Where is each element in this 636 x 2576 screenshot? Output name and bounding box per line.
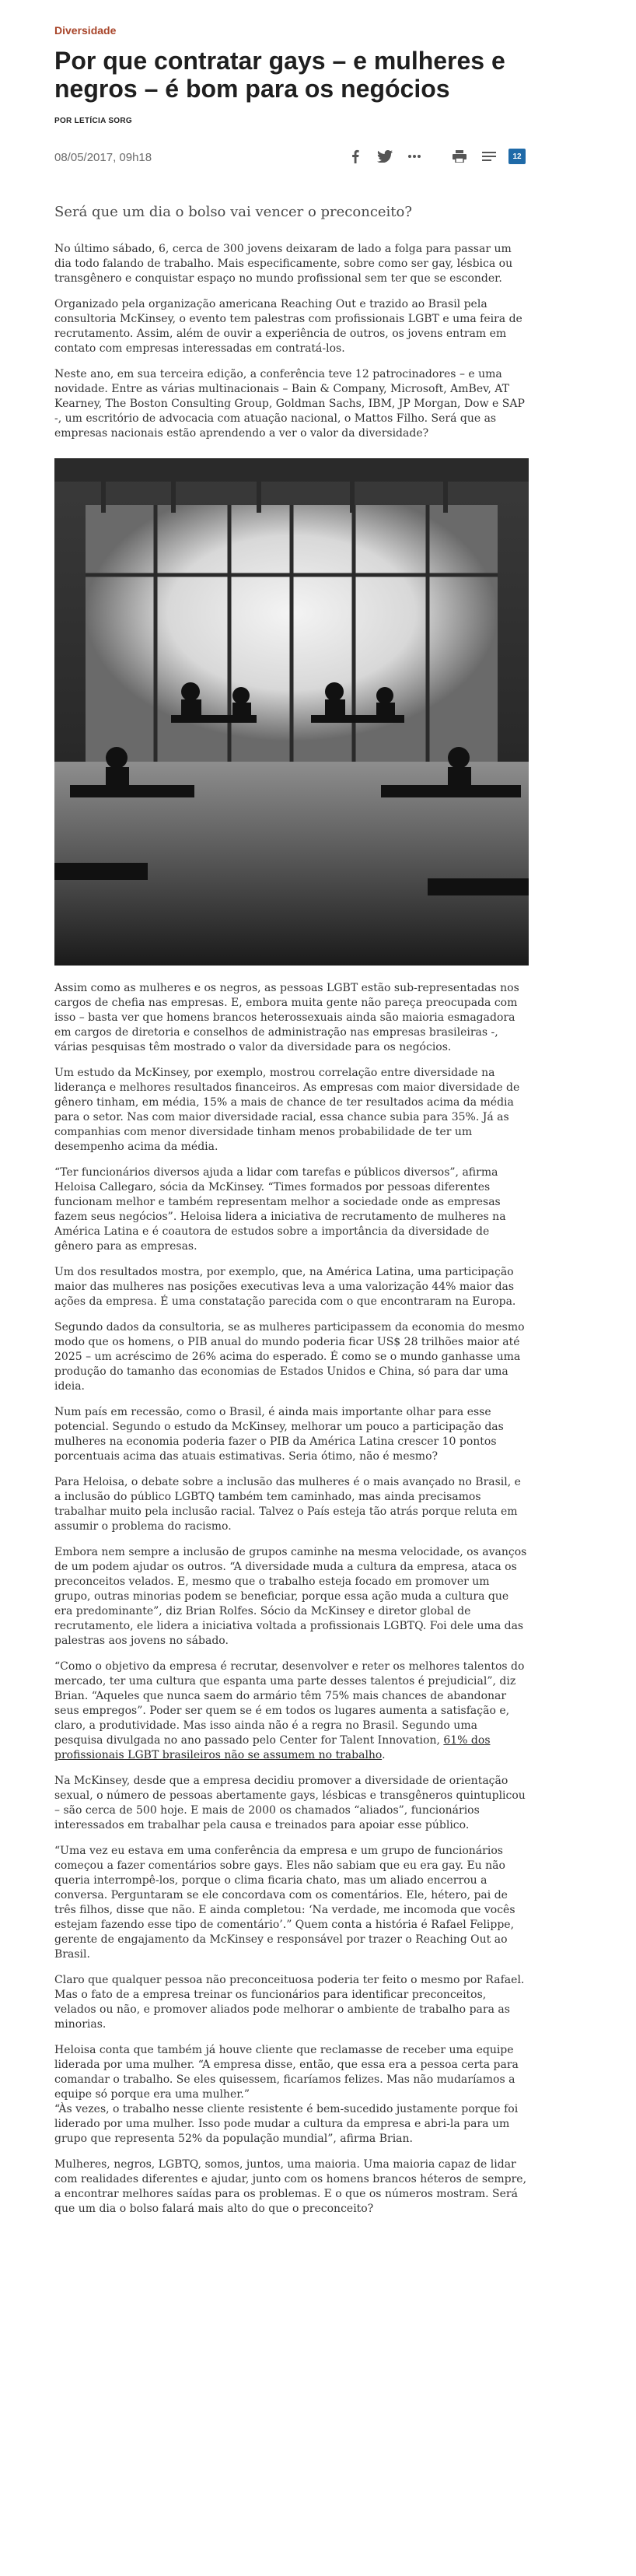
paragraph: Heloisa conta que também já houve cliente que reclamasse de receber uma equipe liderada por uma mulher. “A empresa disse, então, que essa era a pessoa certa para comandar o trabalho. Se eles quisessem, ficaríamos felizes. Mas não mudaríamos a equipe só porque era uma mulher.” “Às vezes, o trabalho nesse cliente resistente é bem-sucedido justamente porque foi liderado por uma mulher. Isso pode mudar a cultura da empresa e abri-la para um grupo que representa 52% da população mundial”, afirma Brian. [54, 2044, 519, 2145]
paragraph: Um dos resultados mostra, por exemplo, que, na América Latina, uma participação maior das mulheres nas posições executivas leva a uma valorização 44% maior das ações da empresa. É uma constatação parecida com o que encontraram na Europa. [54, 1266, 516, 1308]
paragraph: Um estudo da McKinsey, por exemplo, mostrou correlação entre diversidade na liderança e melhores resultados financeiros. As empresas com maior diversidade de gênero tinham, em média, 15% a mais de chance de ter resultados acima da média para o setor. Nas com maior diversidade racial, essa chance subia para 35%. Já as companhias com menor diversidade tinham menos probabilidade de ter um desempenho acima da média. [54, 1067, 520, 1153]
paragraph: “Ter funcionários diversos ajuda a lidar com tarefas e públicos diversos”, afirma Heloisa Callegaro, sócia da McKinsey. “Times formados por pessoas diferentes funcionam melhor e também representam melhor a sociedade onde as empresas fazem seus negócios”. Heloisa lidera a iniciativa de recrutamento de mulheres na América Latina e é coautora de estudos sobre a importância da diversidade de gênero para as empresas. [54, 1166, 506, 1253]
paragraph: Num país em recessão, como o Brasil, é ainda mais importante olhar para esse potencial. Segundo o estudo da McKinsey, melhorar um pouco a participação das mulheres na economia poderia fazer o PIB da América Latina crescer 10 pontos porcentuais acima das atuais estimativas. Seria ótimo, não é mesmo? [54, 1406, 504, 1463]
paragraph: Organizado pela organização americana Reaching Out e trazido ao Brasil pela consultoria McKinsey, o evento tem palestras com profissionais LGBT e uma feira de recrutamento. Assim, além de ouvir a experiência de outros, os jovens entram em contato com empresas interessadas em contratá-los. [54, 298, 522, 355]
paragraph: Assim como as mulheres e os negros, as pessoas LGBT estão sub-representadas nos cargos de chefia nas empresas. E, embora muita gente não pareça preocupada com isso – basta ver que homens brancos heterossexuais ainda são maioria esmagadora em cargos de diretoria e conselhos de administração nas empresas brasileiras -, várias pesquisas têm mostrado o valor da diversidade para os negócios. [54, 982, 519, 1053]
paragraph: Segundo dados da consultoria, se as mulheres participassem da economia do mesmo modo que os homens, o PIB anual do mundo poderia ficar US$ 28 trilhões maior até 2025 – um acréscimo de 26% acima do esperado. É como se o mundo ganhasse uma produção do tamanho das economias de Estados Unidos e China, só para dar uma ideia. [54, 1321, 525, 1393]
print-icon[interactable] [449, 146, 470, 166]
paragraph: Para Heloisa, o debate sobre a inclusão das mulheres é o mais avançado no Brasil, e a inclusão do público LGBTQ também tem caminhado, mas ainda precisamos trabalhar muito pela inclusão racial. Talvez o País esteja tão atrás porque reluta em assumir o problema do racismo. [54, 1476, 521, 1533]
article-title: Por que contratar gays – e mulheres e negros – é bom para os negócios [54, 47, 505, 103]
article-category[interactable]: Diversidade [54, 24, 117, 37]
comments-count-badge[interactable]: 12 [508, 149, 526, 164]
paragraph [54, 1660, 529, 1763]
ctl-survey-link[interactable]: 61% dos profissionais LGBT brasileiros não se assumem no trabalho [54, 1734, 491, 1761]
paragraph: Neste ano, em sua terceira edição, a conferência teve 12 patrocinadores – e uma novidade. Entre as várias multinacionais – Bain & Company, Microsoft, AmBev, AT Kearney, The Boston Consulting Group, Goldman Sachs, IBM, JP Morgan, Dow e SAP -, um escritório de advocacia com atuação nacional, o Mattos Filho. Será que as empresas nacionais estão aprendendo a ver o valor da diversidade? [54, 368, 525, 440]
font-size-icon[interactable] [479, 146, 499, 166]
twitter-icon[interactable] [375, 146, 395, 166]
article-body [54, 242, 529, 2227]
office-window-photo [54, 458, 529, 966]
article-lead: Será que um dia o bolso vai vencer o preconceito? [54, 204, 413, 220]
paragraph-text: “Como o objetivo da empresa é recrutar, desenvolver e reter os melhores talentos do mercado, ter uma cultura que espanta uma parte desses talentos é prejudicial”, diz Brian. “Aqueles que nunca saem do armário têm 75% mais chances de abandonar seus empregos”. Poder ser quem se é em todos os lugares aumenta a satisfação e, claro, a produtividade. Mas isso ainda não é a regra no Brasil. Segundo uma pesquisa divulgada no ano passado pelo Center for Talent Innovation, [54, 1660, 525, 1747]
paragraph: Na McKinsey, desde que a empresa decidiu promover a diversidade de orientação sexual, o número de pessoas abertamente gays, lésbicas e transgêneros quintuplicou – são cerca de 500 hoje. E mais de 2000 os chamados “aliados”, funcionários interessados em trabalhar pela causa e treinados para apoiar esse público. [54, 1775, 526, 1831]
article-byline[interactable]: POR LETÍCIA SORG [54, 117, 132, 125]
more-icon[interactable] [404, 146, 425, 166]
share-toolbar [345, 146, 526, 166]
paragraph: Embora nem sempre a inclusão de grupos caminhe na mesma velocidade, os avanços de um podem ajudar os outros. “A diversidade muda a cultura da empresa, ataca os preconceitos velados. E, mesmo que o trabalho esteja focado em promover um grupo, outras minorias podem se beneficiar, porque essa ação muda a cultura que era predominante”, diz Brian Rolfes. Sócio da McKinsey e diretor global de recrutamento, ele lidera a iniciativa voltada a profissionais LGBTQ. Foi dele uma das palestras aos jovens no sábado. [54, 1546, 527, 1647]
paragraph-text: . [382, 1749, 386, 1761]
article-date: 08/05/2017, 09h18 [54, 151, 152, 164]
paragraph: No último sábado, 6, cerca de 300 jovens deixaram de lado a folga para passar um dia todo falando de trabalho. Mais especificamente, sobre como ser gay, lésbica ou transgênero e conquistar espaço no mundo profissional sem ter que se esconder. [54, 243, 513, 285]
paragraph: Mulheres, negros, LGBTQ, somos, juntos, uma maioria. Uma maioria capaz de lidar com realidades diferentes e ajudar, junto com os homens brancos héteros de sempre, a encontrar melhores saídas para os problemas. E o que os números mostram. Será que um dia o bolso falará mais alto do que o preconceito? [54, 2158, 527, 2215]
paragraph: Claro que qualquer pessoa não preconceituosa poderia ter feito o mesmo por Rafael. Mas o fato de a empresa treinar os funcionários para identificar preconceitos, velados ou não, e promover aliados pode melhorar o ambiente de trabalho para as minorias. [54, 1974, 525, 2031]
paragraph: “Uma vez eu estava em uma conferência da empresa e um grupo de funcionários começou a fazer comentários sobre gays. Eles não sabiam que eu era gay. Eu não queria interrompê-los, porque o clima ficaria chato, mas um aliado encerrou a conversa. Perguntaram se ele concordava com os comentários. Ele, hétero, pai de três filhos, disse que não. E ainda completou: ‘Na verdade, me incomoda que vocês estejam fazendo esse tipo de comentário’.” Quem conta a história é Rafael Felippe, gerente de engajamento da McKinsey e responsável por trazer o Reaching Out ao Brasil. [54, 1845, 515, 1961]
facebook-icon[interactable] [345, 146, 365, 166]
